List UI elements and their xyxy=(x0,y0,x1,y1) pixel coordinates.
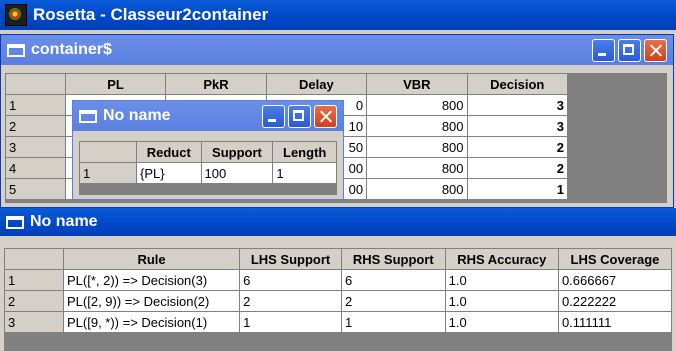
column-header[interactable]: VBR xyxy=(367,74,467,95)
table-row[interactable] xyxy=(5,291,672,312)
column-header[interactable]: Rule xyxy=(64,249,240,270)
app-title-bar[interactable] xyxy=(0,0,676,30)
cell[interactable]: 2 xyxy=(467,158,567,179)
row-header[interactable]: 5 xyxy=(6,179,66,200)
rules-window-title-bar[interactable] xyxy=(0,208,676,236)
reduct-window-title: No name xyxy=(103,107,171,124)
cell[interactable]: 6 xyxy=(341,270,445,291)
row-header[interactable]: 2 xyxy=(6,116,66,137)
row-header[interactable]: 3 xyxy=(6,137,66,158)
reduct-window xyxy=(72,100,344,200)
reduct-window-title-bar[interactable] xyxy=(73,101,343,131)
column-header[interactable]: Delay xyxy=(266,74,366,95)
cell[interactable]: 800 xyxy=(367,116,467,137)
cell[interactable]: 1.0 xyxy=(445,291,558,312)
cell[interactable]: 1 xyxy=(273,163,337,184)
column-header[interactable]: LHS Coverage xyxy=(558,249,671,270)
column-header[interactable]: Decision xyxy=(467,74,567,95)
rules-table-area xyxy=(4,248,672,351)
cell[interactable]: 00 xyxy=(266,179,366,200)
rules-window-title: No name xyxy=(30,213,98,230)
app-title: Rosetta - Classeur2container xyxy=(33,5,269,24)
close-button[interactable] xyxy=(314,105,337,128)
cell[interactable]: 0.666667 xyxy=(558,270,671,291)
cell[interactable]: {PL} xyxy=(137,163,202,184)
column-header[interactable]: Support xyxy=(201,142,273,163)
cell[interactable]: 1 xyxy=(240,312,342,333)
cell[interactable]: 100 xyxy=(201,163,273,184)
cell[interactable]: 10 xyxy=(266,116,366,137)
rules-table xyxy=(4,248,672,333)
cell[interactable]: 1 xyxy=(341,312,445,333)
row-header[interactable]: 1 xyxy=(80,163,137,184)
column-header[interactable]: LHS Support xyxy=(240,249,342,270)
minimize-button[interactable] xyxy=(592,39,615,62)
table-header-row xyxy=(6,74,568,95)
cell[interactable]: 0.222222 xyxy=(558,291,671,312)
cell[interactable]: 0.111111 xyxy=(558,312,671,333)
column-header[interactable]: RHS Support xyxy=(341,249,445,270)
window-icon xyxy=(79,110,97,123)
container-window-title-bar[interactable] xyxy=(1,35,673,65)
cell[interactable]: PL([*, 2)) => Decision(3) xyxy=(64,270,240,291)
cell[interactable]: 1.0 xyxy=(445,312,558,333)
cell[interactable]: 2 xyxy=(341,291,445,312)
cell[interactable]: 2 xyxy=(240,291,342,312)
maximize-button[interactable] xyxy=(618,39,641,62)
cell[interactable]: 3 xyxy=(467,116,567,137)
column-header[interactable]: Reduct xyxy=(137,142,202,163)
close-button[interactable] xyxy=(644,39,667,62)
reduct-table-area xyxy=(79,141,337,195)
row-header[interactable]: 3 xyxy=(5,312,64,333)
row-header[interactable]: 1 xyxy=(5,270,64,291)
cell[interactable]: 50 xyxy=(266,137,366,158)
row-header[interactable]: 4 xyxy=(6,158,66,179)
row-header[interactable]: 2 xyxy=(5,291,64,312)
table-row[interactable] xyxy=(5,312,672,333)
minimize-button[interactable] xyxy=(262,105,285,128)
cell[interactable]: 1.0 xyxy=(445,270,558,291)
cell[interactable]: 800 xyxy=(367,179,467,200)
window-icon xyxy=(6,216,24,229)
cell[interactable]: PL([2, 9)) => Decision(2) xyxy=(64,291,240,312)
reduct-table xyxy=(79,141,337,184)
cell[interactable]: 800 xyxy=(367,158,467,179)
column-header[interactable]: PkR xyxy=(166,74,266,95)
cell[interactable]: 2 xyxy=(467,137,567,158)
corner-cell[interactable] xyxy=(80,142,137,163)
rules-window xyxy=(0,238,676,351)
cell[interactable]: 0 xyxy=(266,95,366,116)
container-window-title: container$ xyxy=(31,41,112,58)
cell[interactable]: PL([9, *)) => Decision(1) xyxy=(64,312,240,333)
table-header-row xyxy=(80,142,337,163)
table-row[interactable] xyxy=(5,270,672,291)
corner-cell[interactable] xyxy=(6,74,66,95)
corner-cell[interactable] xyxy=(5,249,64,270)
row-header[interactable]: 1 xyxy=(6,95,66,116)
app-logo-icon xyxy=(5,4,27,26)
cell[interactable]: 00 xyxy=(266,158,366,179)
table-header-row xyxy=(5,249,672,270)
cell[interactable]: 3 xyxy=(467,95,567,116)
table-row[interactable] xyxy=(80,163,337,184)
cell[interactable]: 800 xyxy=(367,137,467,158)
column-header[interactable]: RHS Accuracy xyxy=(445,249,558,270)
maximize-button[interactable] xyxy=(288,105,311,128)
window-icon xyxy=(7,44,25,57)
column-header[interactable]: PL xyxy=(65,74,165,95)
cell[interactable]: 800 xyxy=(367,95,467,116)
cell[interactable]: 1 xyxy=(467,179,567,200)
column-header[interactable]: Length xyxy=(273,142,337,163)
cell[interactable]: 6 xyxy=(240,270,342,291)
